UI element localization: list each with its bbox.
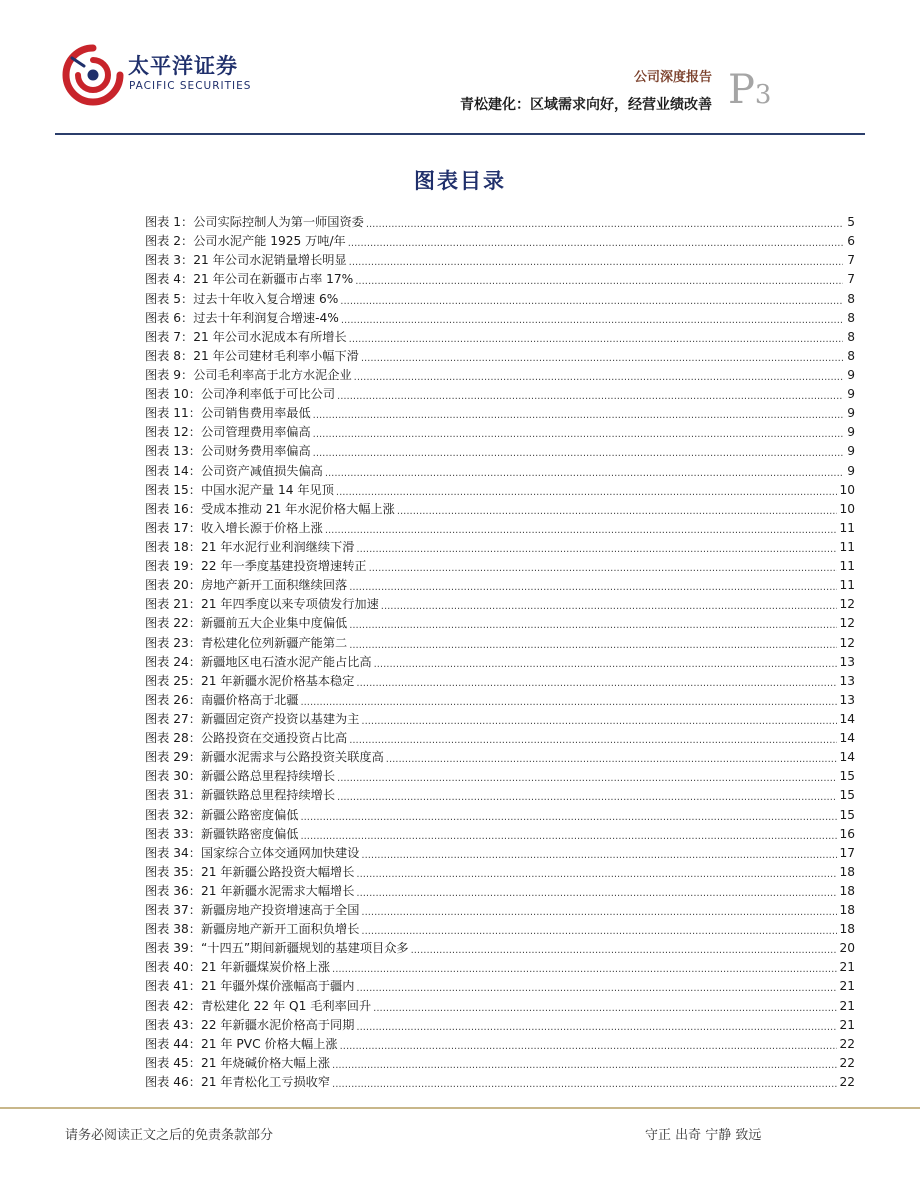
toc-entry-leader	[313, 446, 843, 461]
toc-entry[interactable]	[145, 920, 855, 939]
toc-entry-leader	[354, 370, 843, 385]
toc-entry-label: 图表 2：公司水泥产能 1925 万吨/年	[145, 234, 346, 249]
toc-entry-leader	[336, 485, 838, 500]
toc-entry-page: 18	[839, 883, 855, 898]
toc-entry[interactable]	[145, 825, 855, 844]
toc-entry[interactable]	[145, 251, 855, 270]
toc-entry-leader	[361, 714, 837, 729]
toc-entry-page: 8	[847, 329, 855, 344]
toc-entry-label: 图表 32：新疆公路密度偏低	[145, 807, 299, 822]
toc-entry-label: 图表 9：公司毛利率高于北方水泥企业	[145, 367, 352, 382]
toc-entry-page: 11	[839, 539, 855, 554]
toc-entry-page: 6	[847, 234, 855, 249]
toc-entry-leader	[361, 905, 837, 920]
toc-entry-leader	[366, 217, 843, 232]
toc-entry-label: 图表 31：新疆铁路总里程持续增长	[145, 788, 336, 803]
toc-entry-page: 9	[847, 387, 855, 402]
toc-entry[interactable]	[145, 213, 855, 232]
toc-entry-label: 图表 28：公路投资在交通投资占比高	[145, 731, 348, 746]
toc-entry[interactable]	[145, 461, 855, 480]
toc-entry[interactable]	[145, 557, 855, 576]
toc-entry[interactable]	[145, 958, 855, 977]
toc-entry-page: 8	[847, 291, 855, 306]
logo-emblem-icon	[62, 44, 124, 106]
toc-entry-page: 13	[839, 673, 855, 688]
report-title: 青松建化：区域需求向好，经营业绩改善	[460, 97, 712, 113]
toc-entry-label: 图表 11：公司销售费用率最低	[145, 406, 311, 421]
toc-entry-page: 15	[839, 807, 855, 822]
toc-entry-label: 图表 25：21 年新疆水泥价格基本稳定	[145, 673, 355, 688]
toc-entry[interactable]	[145, 672, 855, 691]
toc-entry-label: 图表 41：21 年疆外煤价涨幅高于疆内	[145, 979, 355, 994]
toc-entry-label: 图表 37：新疆房地产投资增速高于全国	[145, 903, 360, 918]
toc-entry[interactable]	[145, 939, 855, 958]
toc-entry[interactable]	[145, 901, 855, 920]
toc-entry-page: 14	[839, 731, 855, 746]
toc-entry-leader	[300, 810, 837, 825]
toc-entry-label: 图表 18：21 年水泥行业利润继续下滑	[145, 539, 355, 554]
toc-entry-leader	[374, 657, 838, 672]
toc-entry[interactable]	[145, 347, 855, 366]
toc-entry-label: 图表 39：“十四五”期间新疆规划的基建项目众多	[145, 941, 409, 956]
toc-entry-label: 图表 10：公司净利率低于可比公司	[145, 387, 336, 402]
toc-entry[interactable]	[145, 538, 855, 557]
toc-entry-leader	[325, 523, 838, 538]
toc-entry[interactable]	[145, 519, 855, 538]
toc-entry[interactable]	[145, 1054, 855, 1073]
toc-entry-leader	[313, 408, 843, 423]
toc-entry-label: 图表 46：21 年青松化工亏损收窄	[145, 1075, 331, 1090]
toc-entry[interactable]	[145, 442, 855, 461]
toc-entry[interactable]	[145, 595, 855, 614]
toc-entry-page: 18	[839, 922, 855, 937]
toc-entry-label: 图表 24：新疆地区电石渣水泥产能占比高	[145, 654, 372, 669]
toc-entry-page: 22	[839, 1036, 855, 1051]
toc-entry-page: 8	[847, 310, 855, 325]
toc-entry[interactable]	[145, 404, 855, 423]
toc-entry-page: 13	[839, 692, 855, 707]
toc-entry-page: 11	[839, 578, 855, 593]
toc-entry-leader	[361, 848, 837, 863]
toc-entry[interactable]	[145, 328, 855, 347]
toc-entry[interactable]	[145, 767, 855, 786]
toc-entry[interactable]	[145, 710, 855, 729]
toc-entry-leader	[325, 466, 843, 481]
toc-entry-label: 图表 8：21 年公司建材毛利率小幅下滑	[145, 348, 359, 363]
toc-entry-page: 5	[847, 215, 855, 230]
toc-entry-label: 图表 23：青松建化位列新疆产能第二	[145, 635, 348, 650]
toc-entry-label: 图表 1：公司实际控制人为第一师国资委	[145, 215, 364, 230]
toc-entry-page: 18	[839, 864, 855, 879]
toc-entry-leader	[411, 943, 838, 958]
toc-entry-label: 图表 14：公司资产减值损失偏高	[145, 463, 323, 478]
toc-entry-leader	[332, 962, 837, 977]
page-header	[0, 0, 920, 135]
toc-entry-page: 13	[839, 654, 855, 669]
toc-entry-label: 图表 20：房地产新开工面积继续回落	[145, 578, 348, 593]
toc-entry-leader	[361, 924, 837, 939]
toc-entry-label: 图表 43：22 年新疆水泥价格高于同期	[145, 1017, 355, 1032]
toc-entry-label: 图表 45：21 年烧碱价格大幅上涨	[145, 1055, 331, 1070]
toc-entry-label: 图表 12：公司管理费用率偏高	[145, 425, 311, 440]
toc-entry-label: 图表 7：21 年公司水泥成本有所增长	[145, 329, 347, 344]
toc-entry-page: 14	[839, 750, 855, 765]
toc-entry-page: 8	[847, 348, 855, 363]
toc-entry-label: 图表 15：中国水泥产量 14 年见顶	[145, 482, 334, 497]
toc-entry-page: 21	[839, 979, 855, 994]
toc-entry[interactable]	[145, 748, 855, 767]
toc-entry-label: 图表 30：新疆公路总里程持续增长	[145, 769, 336, 784]
toc-entry-page: 11	[839, 559, 855, 574]
toc-entry-leader	[349, 580, 837, 595]
toc-entry[interactable]	[145, 270, 855, 289]
toc-entry-label: 图表 21：21 年四季度以来专项债发行加速	[145, 597, 379, 612]
toc-entry-label: 图表 4：21 年公司在新疆市占率 17%	[145, 272, 354, 287]
toc-entry-page: 21	[839, 998, 855, 1013]
toc-entry-label: 图表 29：新疆水泥需求与公路投资关联度高	[145, 750, 384, 765]
toc-entry-page: 10	[839, 501, 855, 516]
toc-entry-label: 图表 33：新疆铁路密度偏低	[145, 826, 299, 841]
toc-entry[interactable]	[145, 863, 855, 882]
footer-disclaimer[interactable]: 请务必阅读正文之后的免责条款部分	[65, 1128, 274, 1143]
toc-entry-page: 11	[839, 520, 855, 535]
toc-entry-label: 图表 26：南疆价格高于北疆	[145, 692, 299, 707]
toc-entry-page: 22	[839, 1075, 855, 1090]
toc-entry-leader	[373, 1001, 837, 1016]
toc-entry-label: 图表 16：受成本推动 21 年水泥价格大幅上涨	[145, 501, 395, 516]
toc-entry-page: 20	[839, 941, 855, 956]
toc-entry[interactable]	[145, 844, 855, 863]
toc-entry-leader	[348, 236, 843, 251]
toc-entry-page: 12	[839, 616, 855, 631]
toc-entry-page: 15	[839, 788, 855, 803]
toc-entry-label: 图表 13：公司财务费用率偏高	[145, 444, 311, 459]
toc-entry-label: 图表 34：国家综合立体交通网加快建设	[145, 845, 360, 860]
toc-entry-label: 图表 40：21 年新疆煤炭价格上涨	[145, 960, 331, 975]
toc-entry-leader	[341, 313, 843, 328]
toc-entry-page: 7	[847, 253, 855, 268]
toc-entry-leader	[337, 771, 837, 786]
toc-entry-label: 图表 42：青松建化 22 年 Q1 毛利率回升	[145, 998, 372, 1013]
toc-entry-page: 9	[847, 444, 855, 459]
toc-entry[interactable]	[145, 1016, 855, 1035]
toc-list	[145, 213, 855, 1092]
toc-entry-leader	[340, 294, 843, 309]
toc-entry-leader	[313, 427, 843, 442]
toc-entry[interactable]	[145, 1035, 855, 1054]
toc-entry-label: 图表 44：21 年 PVC 价格大幅上涨	[145, 1036, 338, 1051]
toc-entry-page: 16	[839, 826, 855, 841]
brand-name-en: PACIFIC SECURITIES	[129, 80, 252, 92]
toc-entry-page: 21	[839, 960, 855, 975]
toc-entry-leader	[356, 676, 837, 691]
toc-entry-label: 图表 35：21 年新疆公路投资大幅增长	[145, 864, 355, 879]
toc-entry-leader	[381, 599, 838, 614]
toc-entry-page: 12	[839, 597, 855, 612]
toc-entry[interactable]	[145, 500, 855, 519]
toc-entry-page: 22	[839, 1055, 855, 1070]
toc-entry-page: 12	[839, 635, 855, 650]
footer-motto: 守正 出奇 宁静 致远	[645, 1128, 762, 1143]
toc-entry[interactable]	[145, 289, 855, 308]
toc-entry[interactable]	[145, 805, 855, 824]
brand-name-cn: 太平洋证券	[128, 54, 238, 78]
toc-entry[interactable]	[145, 653, 855, 672]
toc-entry-label: 图表 36：21 年新疆水泥需求大幅增长	[145, 883, 355, 898]
toc-entry[interactable]	[145, 614, 855, 633]
toc-entry-leader	[300, 695, 837, 710]
toc-entry-page: 18	[839, 903, 855, 918]
toc-entry-label: 图表 17：收入增长源于价格上涨	[145, 520, 323, 535]
toc-entry[interactable]	[145, 729, 855, 748]
toc-entry[interactable]	[145, 423, 855, 442]
toc-entry-page: 21	[839, 1017, 855, 1032]
toc-entry-label: 图表 22：新疆前五大企业集中度偏低	[145, 616, 348, 631]
toc-entry[interactable]	[145, 309, 855, 328]
report-type: 公司深度报告	[633, 70, 712, 85]
toc-entry-label: 图表 38：新疆房地产新开工面积负增长	[145, 922, 360, 937]
toc-entry[interactable]	[145, 1073, 855, 1092]
toc-entry-label: 图表 27：新疆固定资产投资以基建为主	[145, 711, 360, 726]
toc-entry-leader	[349, 255, 843, 270]
company-logo	[62, 44, 262, 120]
toc-entry-page: 15	[839, 769, 855, 784]
toc-entry-leader	[332, 1077, 837, 1092]
toc-entry-page: 9	[847, 367, 855, 382]
toc-entry-label: 图表 5：过去十年收入复合增速 6%	[145, 291, 339, 306]
toc-entry-page: 17	[839, 845, 855, 860]
toc-entry-label: 图表 19：22 年一季度基建投资增速转正	[145, 559, 367, 574]
toc-entry-label: 图表 3：21 年公司水泥销量增长明显	[145, 253, 347, 268]
toc-entry-leader	[337, 389, 843, 404]
toc-entry[interactable]	[145, 232, 855, 251]
toc-entry-leader	[356, 867, 837, 882]
toc-entry-leader	[369, 561, 838, 576]
header-divider	[55, 133, 865, 135]
toc-entry[interactable]	[145, 385, 855, 404]
toc-entry-leader	[356, 981, 837, 996]
toc-entry[interactable]	[145, 977, 855, 996]
toc-entry[interactable]	[145, 576, 855, 595]
toc-entry-page: 9	[847, 406, 855, 421]
toc-entry[interactable]	[145, 633, 855, 652]
toc-entry-leader	[300, 829, 837, 844]
toc-entry-leader	[349, 618, 837, 633]
toc-entry-page: 10	[839, 482, 855, 497]
page-prefix: P	[728, 67, 755, 113]
toc-entry-leader	[361, 351, 843, 366]
toc-entry[interactable]	[145, 996, 855, 1015]
page-number	[728, 67, 772, 113]
toc-entry-page: 9	[847, 463, 855, 478]
toc-entry-leader	[332, 1058, 837, 1073]
footer-divider	[0, 1107, 920, 1109]
toc-entry-leader	[349, 332, 843, 347]
toc-entry[interactable]	[145, 366, 855, 385]
toc-entry-leader	[349, 638, 837, 653]
toc-entry-page: 7	[847, 272, 855, 287]
toc-entry-page: 14	[839, 711, 855, 726]
toc-entry-leader	[356, 1020, 837, 1035]
toc-entry-leader	[397, 504, 838, 519]
toc-entry-label: 图表 6：过去十年利润复合增速-4%	[145, 310, 339, 325]
toc-entry[interactable]	[145, 691, 855, 710]
toc-entry-leader	[349, 733, 837, 748]
toc-title: 图表目录	[414, 169, 506, 193]
toc-entry-leader	[356, 542, 837, 557]
toc-entry-leader	[356, 886, 837, 901]
toc-entry[interactable]	[145, 882, 855, 901]
toc-entry-leader	[340, 1039, 838, 1054]
toc-entry-leader	[355, 274, 843, 289]
page-number-value: 3	[754, 80, 772, 110]
toc-entry-leader	[337, 790, 837, 805]
toc-entry[interactable]	[145, 481, 855, 500]
toc-entry-leader	[386, 752, 838, 767]
toc-entry[interactable]	[145, 786, 855, 805]
toc-entry-page: 9	[847, 425, 855, 440]
